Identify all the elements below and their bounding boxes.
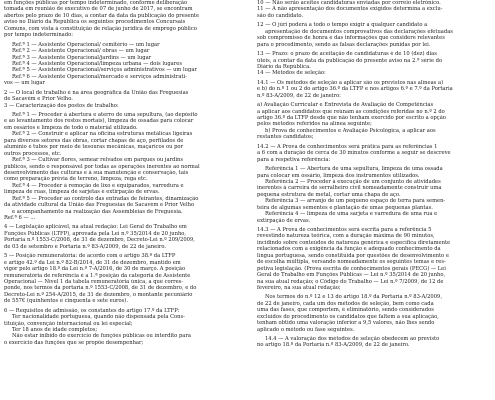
text-line: remuneratória de referência é a 1.ª posição da categoria de Assistente: [4, 272, 191, 279]
text-line: petiva legislação. (Prova escrita de conhecimentos gerais (PECG) — Lei: [257, 265, 446, 272]
text-line: de Sacavém e Prior Velho.: [4, 96, 73, 103]
text-line: 11 — A não apresentação dos documentos exigidos determina a exclu-: [257, 6, 443, 13]
text-line: pelos métodos referidos na alínea seguinte;: [257, 121, 372, 128]
text-line: e artigo 42.º da Lei n.º 82-B/2014, de 31 de dezembro, mantido em: [4, 259, 181, 266]
text-line: de 557€ (quinhentos e cinquenta e sete euros).: [4, 298, 128, 305]
text-line: públicos, sendo o responsável por todas as operações inerentes ao normal: [4, 163, 200, 170]
text-line: 14.2 — A Prova de conhecimentos será prática para as referências 1: [257, 143, 438, 150]
text-line: de 22 de janeiro, cada um dos métodos de seleção, bem como cada: [257, 300, 434, 307]
text-line: Ref.ª 4 — Proceder à remoção de lixo e equiparados, varredura e: [12, 182, 184, 189]
text-line: 4 — Legislação aplicável, na atual redação: Lei Geral do Trabalho em: [4, 224, 187, 231]
text-line: como preparação prévia de terreno, limpeza, rega etc.: [4, 176, 148, 183]
text-line: são do candidato.: [257, 12, 304, 19]
text-line: ponde, nos termos da portaria n.º 1553-C/2008, de 31 de dezembro, e do: [4, 285, 197, 292]
text-line: artigo 36.º da LTFP desde que não tenham exercido por escrito a opção: [257, 115, 446, 121]
text-line: tenham obtido uma valoração inferior a 9,5 valores, não lhes sendo: [257, 320, 435, 327]
text-line: Ref.ª 5 — Proceder ao controlo das entradas de feirantes, dinamização: [12, 195, 199, 202]
text-line: Ref.ª 6 — Assistente Operacional/mercado e serviços administrati-: [12, 73, 187, 80]
text-line: Ref.ª 6 — ...: [4, 215, 36, 221]
text-line: Referência 2 — Proceder à execução de um conjunto de atividades: [265, 178, 441, 185]
text-line: fevereiro, na sua atual redação;: [257, 284, 341, 291]
text-line: vos — um lugar: [4, 80, 46, 87]
text-line: para colocar em ossário, limpeza dos instrumentos utilizados.: [257, 172, 420, 179]
left-text-column: [4, 0, 240, 400]
text-line: restantes candidatos;: [257, 134, 314, 141]
text-line: b) Prova de conhecimentos e Avaliação Psicológica, a aplicar aos: [265, 127, 436, 134]
text-line: Operacional — Nível 1 da tabela remuneratória única, a que corres-: [4, 278, 184, 285]
text-line: tituição, convenção internacional ou lei especial;: [4, 320, 133, 327]
text-line: Funções Públicas (LTFP), aprovada pela Lei n.º 35/2014 de 20 junho,: [4, 230, 187, 237]
text-line: a) Avaliação Curricular e Entrevista de Avaliação de Competências: [257, 102, 434, 109]
text-line: a aplicar aos candidatos que reúnam as condições referidas no n.º 2 do: [257, 108, 445, 115]
text-line: Diário da República.: [257, 63, 311, 70]
text-line: aviso no Diário da República os seguintes procedimentos Concursais: [4, 19, 186, 26]
text-line: n.º 83-A/2009, de 22 de janeiro:: [257, 92, 341, 99]
text-line: em funções públicas por tempo indeterminado, conforme deliberação: [4, 0, 188, 6]
text-line: desenvolvimento das culturas e à sua manutenção e conservação, tais: [4, 169, 189, 176]
text-line: revestindo natureza teórica, com a duração máxima de 90 minutos,: [257, 233, 435, 240]
text-line: Nos termos do n.º 12 e 13 do artigo 18.º da Portaria n.º 83-A/2009,: [265, 294, 442, 301]
text-line: Não estar inibido do exercício de funções públicas ou interdito para: [12, 333, 191, 340]
text-line: para diversos setores das obras, cortar chapas de aço, perfilados de: [4, 137, 184, 144]
text-line: Ref.ª 1 — Assistente Operacional/ cemitério — um lugar: [12, 41, 160, 48]
text-line: alumínio e tubos por meio de tesouras mecânicas, maçaricos ou por: [4, 144, 184, 151]
text-line: excluídos do procedimento os candidatos que faltem a sua aplicação,: [257, 313, 439, 320]
text-line: Ter nacionalidade portuguesa, quando não dispensada pela Cons-: [12, 314, 185, 321]
text-line: 12 — O júri poderá a todo o tempo exigir a qualquer candidato a: [257, 22, 428, 29]
text-line: uma das fases, que comportem, é eliminatório, sendo considerados: [257, 307, 434, 314]
text-line: Comuns, com vista à constituição de relação jurídica de emprego público: [4, 25, 197, 32]
text-line: Ref.ª 1 — Proceder à abertura e aterro de uma sepultura, (ao depósito: [12, 112, 198, 118]
text-line: Ref.ª 5 — Assistente Operacional/serviços administrativos — um lugar: [12, 67, 197, 74]
right-text-column: [257, 0, 493, 400]
text-line: na sua atual redação; o Código do Trabalho — Lei n.º 7/2009, de 12 de: [257, 278, 444, 285]
text-line: Ref.ª 4 — Assistente Operacional/limpeza urbana — dois lugares: [12, 60, 182, 67]
text-line: 3 — Caracterização dos postos de trabalho:: [4, 102, 119, 109]
text-line: apresentação de documentos comprovativos das declarações efetuadas: [265, 28, 453, 35]
text-line: de 03 de setembro e Portaria n.º 83-A/2009, de 22 de janeiro.: [4, 243, 167, 250]
text-line: de escolha múltipla, versando nomeadamente os seguintes temas e res-: [257, 259, 446, 266]
text-line: abertos pelo prazo de 10 dias, a contar da data da publicação do presente: [4, 12, 200, 19]
text-line: incidindo sobre conteúdos de natureza genérica e específica diretamente: [257, 239, 451, 246]
text-line: o exercício das funções que se propõe desempenhar;: [4, 339, 144, 346]
text-line: língua portuguesa, sendo constituída por questões de desenvolvimento e: [257, 252, 449, 259]
text-line: Ref.ª 3 — Assistente Operacional/jardins — um lugar: [12, 54, 152, 61]
text-line: a 6 com a duração de cerca de 30 minutos conforme a seguir se descreve: [257, 150, 451, 157]
text-line: Referência 4 — limpeza de uma sarjeta e varredura de uma rua e: [265, 211, 438, 218]
text-line: outros processos, etc.: [4, 150, 62, 157]
text-line: Referência 1 — Abertura de uma sepultura, limpeza de uma ossada: [265, 166, 443, 173]
text-line: no artigo 18.º da Portaria n.º 83-A/2009, de 22 de janeiro.: [257, 342, 410, 349]
text-line: 14.1 — Os métodos de seleção a aplicar são os previstos nas alíneas a): [257, 79, 444, 86]
text-line: Ref.ª 2 — Construir e aplicar na oficina estruturas metálicas ligeiras: [12, 131, 193, 138]
text-line: Decreto-Lei n.º 254-A/2015, de 31 de dezembro, o montante pecuniário: [4, 291, 193, 298]
text-line: e ao levantamento dos restos mortais), limpeza de ossadas para colocar: [4, 118, 194, 125]
text-line: aplicado o método ou fase seguintes.: [257, 326, 355, 333]
text-line: Geral do Trabalho em Funções Públicas — Lei n.º 35/2014 de 20 junho,: [257, 272, 446, 279]
text-line: 13 — Prazo: o prazo de aceitação de candidaturas é de 10 (dez) dias: [257, 51, 437, 58]
text-line: da atividade cultural da União das Freguesias de Sacavém e Prior Velho: [4, 202, 195, 209]
text-line: 14 — Métodos de seleção:: [257, 70, 326, 77]
text-line: Portaria n.º 1553-C/2008, de 31 de dezembro, Decreto-Lei n.º 209/2009,: [4, 237, 195, 244]
text-line: e b) do n.º 1 ou 2 do artigo 36.º da LTFP e nos artigos 6.º e 7.º da Portaria: [257, 86, 453, 93]
text-line: 2 — O local de trabalho é na área geográfica da União das Freguesias: [4, 89, 189, 96]
text-line: vigor pelo artigo 18.º da Lei n.º 7-A/2016, de 30 de março. A posição: [4, 266, 186, 273]
text-line: úteis, a contar da data da publicação do presente aviso na 2.ª série do: [257, 57, 443, 64]
text-line: Referência 3 — arranjo de um pequeno espaço de terra para semen-: [265, 198, 446, 205]
text-line: 14.3 — A Prova de conhecimentos será escrita para a referência 5: [257, 227, 432, 233]
text-line: sob compromisso de honra e das informações que considere relevantes: [257, 35, 445, 42]
text-line: Ref.ª 3 — Cultivar flores, semear relvados em parques ou jardins: [12, 157, 183, 164]
text-line: extirpação de ervas.: [257, 217, 311, 224]
text-line: para o procedimento, sendo as falsas declarações punidas por lei.: [257, 41, 431, 48]
text-line: limpeza de ruas, limpeza de sarjetas e extirpação de ervas.: [4, 189, 160, 196]
text-line: pequena estrutura de metal, cortar uma chapa de aço.: [257, 191, 401, 198]
text-line: para a respetiva referência:: [257, 156, 331, 163]
text-line: 5 — Posição remuneratória: de acordo com o artigo 38.º da LTFP: [4, 253, 176, 260]
text-line: 10 — Não serão aceites candidaturas enviadas por correio eletrónico.: [257, 0, 441, 6]
text-line: em ossários e limpeza de todo o material utilizado.: [4, 124, 138, 131]
text-line: 6 — Requisitos de admissão, os constantes do artigo 17.º da LTFP:: [4, 307, 180, 314]
text-line: Ref.ª 2 — Assistente Operacional/ obras — um lugar: [12, 48, 150, 55]
text-line: e acompanhamento na realização das Assembleias de Freguesia.: [12, 208, 183, 215]
text-line: Ter 18 anos de idade completos;: [12, 327, 98, 333]
text-line: teira de algumas sementes e plantação de umas pequenas plantas.: [257, 204, 433, 211]
text-line: 14.4 — A valoração dos métodos de seleção obedecem ao previsto: [265, 336, 440, 342]
text-line: inerentes à carreira de serralheiro civil nomeadamente construir uma: [257, 185, 442, 192]
text-line: relacionados com a exigência da função e adequado conhecimento da: [257, 246, 441, 253]
text-line: tomada em reunião de executivo de 07 de junho de 2017, se encontram: [4, 6, 193, 13]
text-line: por tempo indeterminado:: [4, 32, 73, 39]
